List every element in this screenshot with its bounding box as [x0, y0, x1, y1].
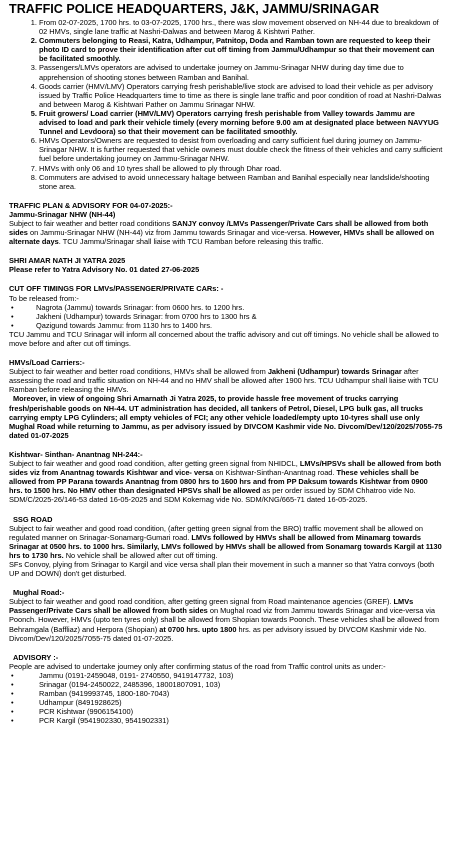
cutoff-intro: To be released from:- [9, 293, 79, 303]
traffic-plan-road: Jammu-Srinagar NHW (NH-44) [9, 209, 116, 219]
hmv-heading: HMVs/Load Carriers:- [9, 358, 85, 368]
hmv-moreover-paragraph: Moreover, in view of ongoing Shri Amarnath Ji Yatra 2025, to provide hassle free movement of trucks carrying fresh/perishable goods on NH-44. UT administration has decided, all tankers of Petrol, Diesel, LPG bulk gas, all trucks carrying empty LPG Cylinders; all empty vehicles of FCI; any other vehicle loaded/empty upto 10-tyres shall use only Mughal Road while returning to Jammu, as per advisory issued by DIVCOM Kashmir vide No. Divcom/Dev/120/2025/7055-75 dated 01-07-2025 [9, 394, 443, 440]
intro-list [9, 18, 443, 191]
intro-item: 2. Commuters belonging to Reasi, Katra, Udhampur, Patnitop, Doda and Ramban town are requested to keep their photo ID card to prove their identification after cut off timing from Jammu/Udhampur so that their movement can be facilitated smoothly. [39, 36, 443, 63]
intro-item: 8. Commuters are advised to avoid unnecessary haltage between Ramban and Banihal especially near landslide/shooting stone area. [39, 173, 443, 191]
yatra-text: Please refer to Yatra Advisory No. 01 dated 27-06-2025 [9, 265, 200, 275]
advisory-document [9, 2, 443, 725]
traffic-plan-paragraph: Subject to fair weather and better road conditions SANJY convoy /LMVs Passenger/Private Cars shall be allowed from both sides on Jammu-Srinagar NHW (NH-44) viz from Jammu towards Srinagar and vice-versa. However, HMVs shall be allowed on alternate days. TCU Jammu/Srinagar shall liaise with TCU Ramban before releasing this traffic. [9, 218, 435, 247]
intro-item: 4. Goods carrier (HMV/LMV) Operators carrying fresh perishable/live stock are advised to load their vehicle as per advisory issued by Traffic Police Headquarters time to time as there is single lane traffic and poor condition of road at Nashri-Dalwas and between Marog & Kishtwari Pather on Jammu Srinagar NHW. [39, 82, 443, 109]
intro-item: 1. From 02-07-2025, 1700 hrs. to 03-07-2025, 1700 hrs., there was slow movement observed on NH-44 due to breakdown of 02 HMVs, single lane traffic at Nashri-Dalwas and between Marog & Kishtwri Pather. [39, 18, 443, 36]
cutoff-heading: CUT OFF TIMINGS FOR LMVs/PASSENGER/PRIVATE CARs: - [9, 284, 224, 294]
advisory-heading: ADVISORY :- [13, 652, 59, 662]
cutoff-item: • Qazigund towards Jammu: from 1130 hrs to 1400 hrs. [9, 321, 443, 330]
ssg-heading: SSG ROAD [13, 514, 53, 524]
advisory-contact-item: • Ramban (9419993745, 1800-180-7043) [9, 689, 443, 698]
advisory-intro: People are advised to undertake journey only after confirming status of the road from Traffic control units as under:- [9, 661, 386, 671]
hmv-paragraph: Subject to fair weather and better road conditions, HMVs shall be allowed from Jakheni (Udhampur) towards Srinagar after assessing the road and traffic situation on NH-44 and no HMV shall be allowed after 1900 hrs. TCU Udhampur shall liaise with TCU Ramban before releasing the HMVs. [9, 367, 439, 395]
intro-item: 3. Passengers/LMVs operators are advised to undertake journey on Jammu-Srinagar NHW during day time due to apprehension of shooting stones between Ramban and Banihal. [39, 63, 443, 81]
cutoff-item: • Jakheni (Udhampur) towards Srinagar: from 0700 hrs to 1300 hrs & [9, 312, 443, 321]
intro-item: 5. Fruit growers/ Load carrier (HMV/LMV) Operators carrying fresh perishable from Valley towards Jammu are advised to load and park their vehicle timely (every morning before 9.00 am at designated place between NAVYUG Tunnel and Levdoora) so that their movement can be facilitated smoothly. [39, 109, 443, 136]
advisory-contact-item: • PCR Kargil (9541902330, 9541902331) [9, 716, 443, 725]
intro-item: 7. HMVs with only 06 and 10 tyres shall be allowed to ply through Dhar road. [39, 164, 443, 173]
advisory-contact-item: • Udhampur (8491928625) [9, 698, 443, 707]
kishtwar-heading: Kishtwar- Sinthan- Anantnag NH-244:- [9, 449, 143, 459]
cutoff-list [9, 303, 443, 330]
yatra-heading: SHRI AMAR NATH JI YATRA 2025 [9, 256, 126, 266]
traffic-plan-heading: TRAFFIC PLAN & ADVISORY FOR 04-07-2025:- [9, 200, 173, 210]
mughal-paragraph: Subject to fair weather and good road condition, after getting green signal from Road maintenance agencies (GREF). LMVs Passenger/Private Cars shall be allowed from both sides on Mughal road viz from Jammu towards Srinagar and vice-versa via Poonch. However, HMVs (upto ten tyres only) shall be allowed from Shopian towards Poonch. These vehicles shall be allowed from Behramgala (Baffliaz) and Herpora (Shopian) at 0700 hrs. upto 1800 hrs. as per advisory issued by DIVCOM Kashmir vide No. Divcom/Dev/120/2025/7055-75 dated 01-07-2025. [9, 597, 439, 643]
advisory-contact-list [9, 671, 443, 726]
mughal-heading: Mughal Road:- [13, 588, 65, 598]
advisory-contact-item: • PCR Kishtwar (9906154100) [9, 707, 443, 716]
cutoff-item: • Nagrota (Jammu) towards Srinagar: from 0600 hrs. to 1200 hrs. [9, 303, 443, 312]
ssg-convoy-paragraph: SFs Convoy, plying from Srinagar to Kargil and vice versa shall plan their movement in such a manner so that Yatra convoys (both UP and DOWN) don't get disturbed. [9, 559, 435, 579]
intro-item: 6. HMVs Operators/Owners are requested to desist from overloading and carry sufficient fuel during journey on Jammu-Srinagar NHW. It is further requested that vehicle owners must double check the fitness of their vehicles and carry sufficient fuel before undertaking journey on Jammu-Srinagar NHW. [39, 136, 443, 163]
document-title: TRAFFIC POLICE HEADQUARTERS, J&K, JAMMU/SRINAGAR [9, 2, 380, 16]
cutoff-note: TCU Jammu and TCU Srinagar will inform all concerned about the traffic advisory and cut off timings. No vehicle shall be allowed to move before and after cut off timings. [9, 329, 439, 348]
advisory-contact-item: • Jammu (0191-2459048, 0191- 2740550, 9419147732, 103) [9, 671, 443, 680]
ssg-paragraph: Subject to fair weather and good road condition, (after getting green signal from the BRO) traffic movement shall be allowed on regulated manner on Srinagar-Sonamarg-Gumari road. LMVs followed by HMVs shall be allowed from Minamarg towards Srinagar at 0500 hrs. to 1000 hrs. Similarly, LMVs followed by HMVs shall be allowed from Sonamarg towards Kargil at 1130 hrs to 1730 hrs. No vehicle shall be allowed after cut off timing. [9, 523, 442, 560]
advisory-contact-item: • Srinagar (0194-2450022, 2485396, 18001807091, 103) [9, 680, 443, 689]
kishtwar-paragraph: Subject to fair weather and good road condition, after getting green signal from NHIDCL, LMVs/HPSVs shall be allowed from both sides viz from Anantnag towards Kishtwar and vice- versa on Kishtwar-Sinthan-Anantnag road. These vehicles shall be allowed from PP Parana towards Anantnag from 0800 hrs to 1600 hrs and from PP Daksum towards Kishtwar from 0900 hrs. to 1500 hrs. No HMV other than designated HPSVs shall be allowed as per order issued by SDM Chhatroo vide No. SDM/C/2025-26/146-53 dated 16-05-2025 and SDM Kokernag vide No. SDM/KNG/665-71 dated 16-05-2025. [9, 459, 442, 505]
